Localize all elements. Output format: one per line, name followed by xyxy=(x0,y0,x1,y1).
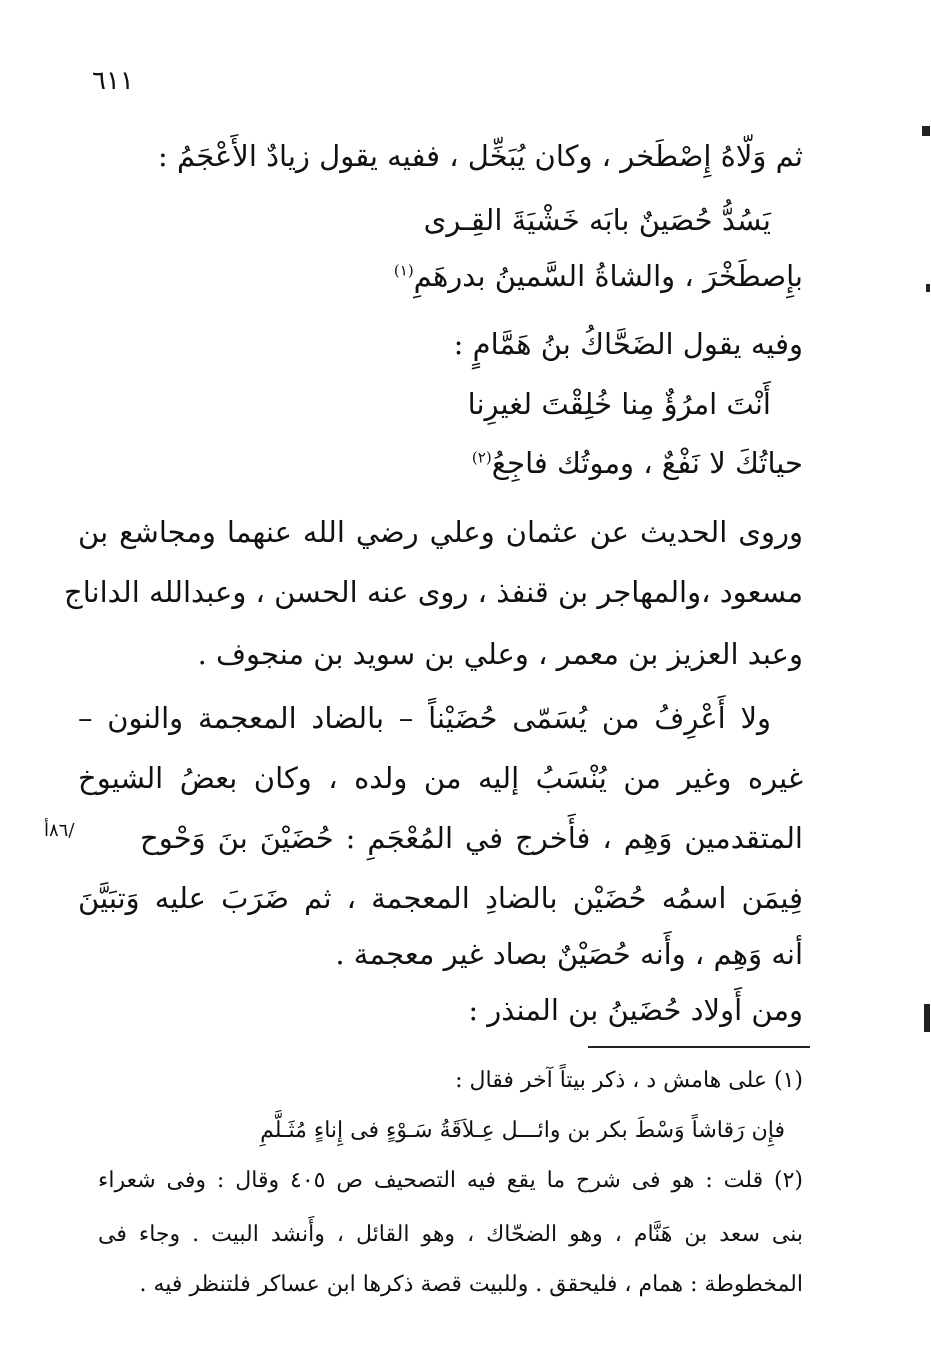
footnote-ref-1: (١) xyxy=(393,261,414,280)
footnote-2-line-1: (٢) قلت : هو فى شرح ما يقع فيه التصحيف ص ٤٠٥ وقال : وفى شعراء xyxy=(98,1168,803,1193)
body-line-10: ولا أَعْرِفُ من يُسَمّى حُضَيْناً – بالضاد المعجمة والنون – xyxy=(78,701,771,735)
body-line-8: مسعود ،والمهاجر بن قنفذ ، روى عنه الحسن ، وعبدالله الداناج xyxy=(64,575,803,609)
verse-2-second-half xyxy=(472,443,803,483)
body-line-13: فِيمَن اسمُه حُضَيْن بالضادِ المعجمة ، ثم ضَرَبَ عليه وَتبَيَّنَ xyxy=(78,881,803,915)
verse-1-first-half: يَسُدُّ حُصَينٌ بابَه خَشْيَةَ القِـرى xyxy=(423,203,771,237)
verse-2-first-half: أَنْتَ امرُؤٌ مِنا خُلِقْتَ لغيرِنا xyxy=(467,387,771,421)
page-number: ٦١١ xyxy=(92,66,134,96)
footnote-separator xyxy=(588,1046,810,1048)
verse-text: بإِصطَخْرَ ، والشاةُ السَّمينُ بدرهَمِ xyxy=(413,259,803,293)
scan-edge-mark xyxy=(926,284,930,292)
body-line-15: ومن أَولاد حُضَينُ بن المنذر : xyxy=(468,993,803,1027)
body-line-1: ثم وَلّاهُ إِصْطَخر ، وكان يُبَخِّل ، ففيه يقول زيادٌ الأَعْجَمُ : xyxy=(157,139,803,173)
footnote-2-line-3: المخطوطة : همام ، فليحقق . وللبيت قصة ذكرها ابن عساكر فلتنظر فيه . xyxy=(139,1272,803,1297)
footnote-2-line-2: بنى سعد بن هَنَّام ، وهو الضحّاك ، وهو القائل ، وأَنشد البيت . وجاء فى xyxy=(98,1222,803,1247)
verse-1-second-half xyxy=(394,256,803,296)
body-line-9: وعبد العزيز بن معمر ، وعلي بن سويد بن منجوف . xyxy=(197,637,803,671)
verse-text: حياتُكَ لا نَفْعٌ ، وموتُك فاجِعُ xyxy=(491,446,803,480)
body-line-7: وروى الحديث عن عثمان وعلي رضي الله عنهما ومجاشع بن xyxy=(78,515,803,549)
footnote-ref-2: (٢) xyxy=(471,448,492,467)
body-line-12: المتقدمين وَهِم ، فأَخرج في المُعْجَمِ : حُضَيْنَ بنَ وَحْوح xyxy=(140,821,803,855)
body-line-4: وفيه يقول الضَحَّاكُ بنُ هَمَّامٍ : xyxy=(453,327,803,361)
scan-edge-mark xyxy=(924,1004,930,1032)
footnote-1: (١) على هامش د ، ذكر بيتاً آخر فقال : xyxy=(455,1068,803,1093)
scan-edge-mark xyxy=(922,126,930,136)
margin-folio-note: /٨٦أ xyxy=(44,820,75,841)
body-line-14: أنه وَهِم ، وأَنه حُصَيْنٌ بصاد غير معجمة . xyxy=(335,937,803,971)
body-line-11: غيره وغير من يُنْسَبُ إليه من ولده ، وكان بعضُ الشيوخ xyxy=(78,761,803,795)
footnote-1-verse: فإِن رَقاشاً وَسْطَ بكر بن وائـــل عِـلاَقَةُ سَـوْءٍ فى إِناءٍ مُثَـلَّمِ xyxy=(260,1118,785,1143)
